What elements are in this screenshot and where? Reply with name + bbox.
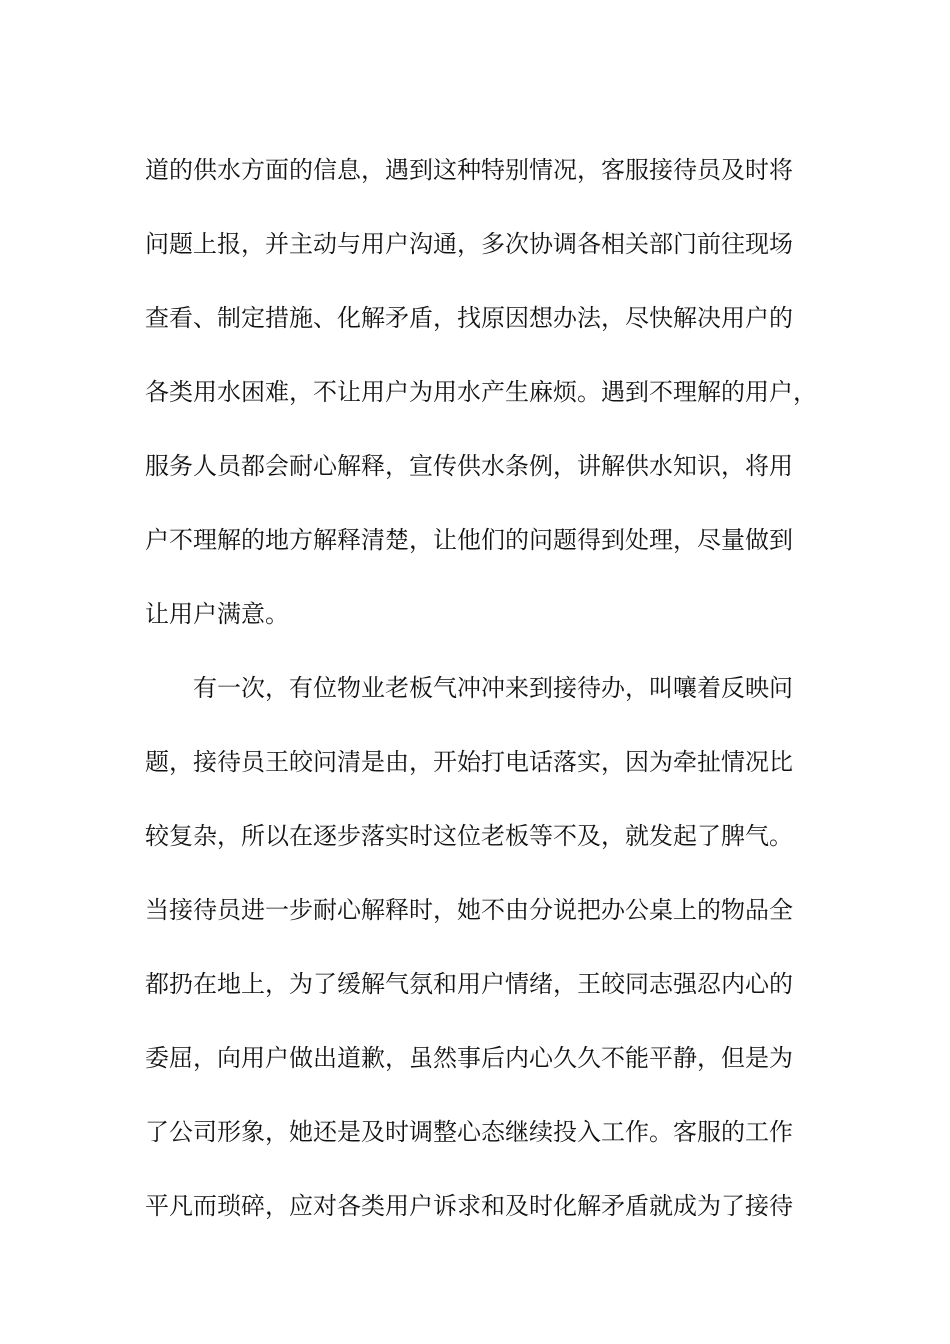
paragraph-start-line: 有一次，有位物业老板气冲冲来到接待办，叫嚷着反映问	[193, 674, 793, 702]
text-line: 户不理解的地方解释清楚，让他们的问题得到处理，尽量做到	[145, 526, 793, 554]
text-line: 委屈，向用户做出道歉，虽然事后内心久久不能平静，但是为	[145, 1044, 793, 1072]
text-line: 了公司形象，她还是及时调整心态继续投入工作。客服的工作	[145, 1118, 793, 1146]
body-text	[145, 133, 815, 1243]
text-line: 让用户满意。	[145, 600, 289, 628]
text-line: 当接待员进一步耐心解释时，她不由分说把办公桌上的物品全	[145, 896, 793, 924]
text-line: 服务人员都会耐心解释，宣传供水条例，讲解供水知识，将用	[145, 452, 793, 480]
text-line: 查看、制定措施、化解矛盾，找原因想办法，尽快解决用户的	[145, 304, 793, 332]
text-line: 都扔在地上，为了缓解气氛和用户情绪，王皎同志强忍内心的	[145, 970, 793, 998]
text-line: 较复杂，所以在逐步落实时这位老板等不及，就发起了脾气。	[145, 822, 793, 850]
text-line: 题，接待员王皎问清是由，开始打电话落实，因为牵扯情况比	[145, 748, 793, 776]
text-line: 道的供水方面的信息，遇到这种特别情况，客服接待员及时将	[145, 156, 793, 184]
text-line: 问题上报，并主动与用户沟通，多次协调各相关部门前往现场	[145, 230, 793, 258]
text-line: 各类用水困难，不让用户为用水产生麻烦。遇到不理解的用户，	[145, 378, 817, 406]
text-line: 平凡而琐碎，应对各类用户诉求和及时化解矛盾就成为了接待	[145, 1192, 793, 1220]
